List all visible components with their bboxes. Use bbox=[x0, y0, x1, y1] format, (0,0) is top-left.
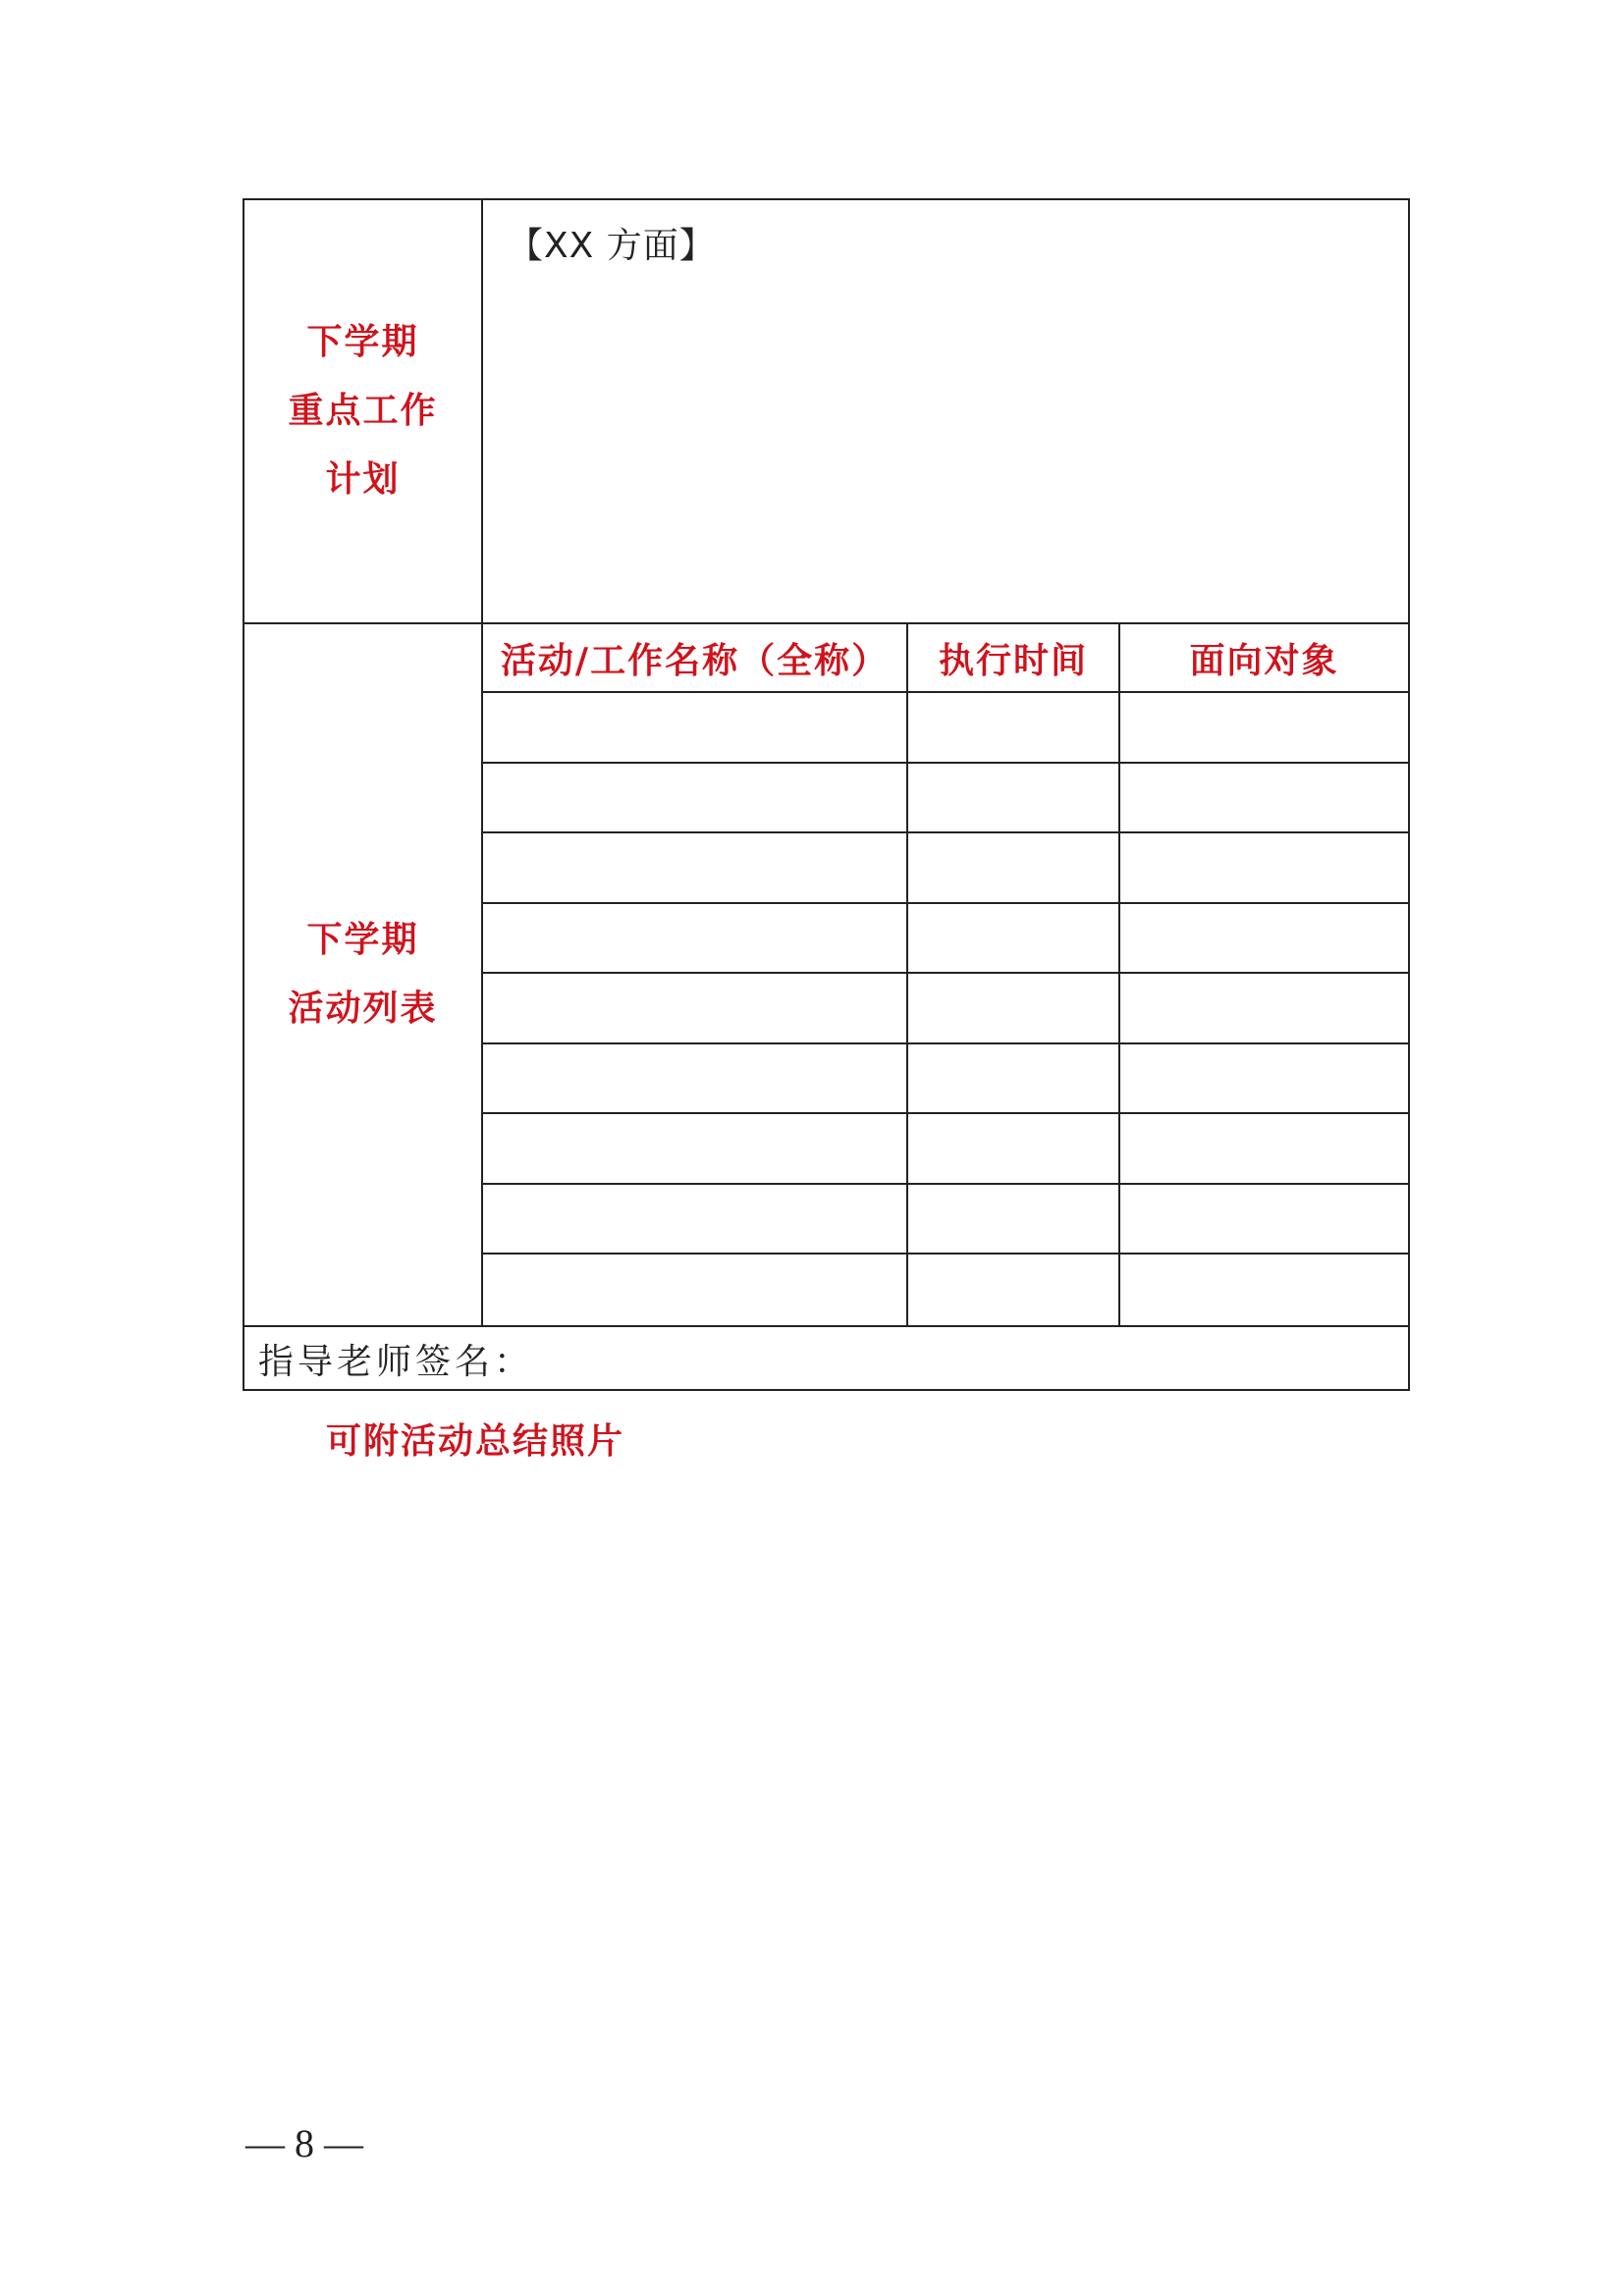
activity-section-label bbox=[244, 624, 481, 1325]
plan-section-label bbox=[244, 200, 481, 622]
activity-label-line-2: 活动列表 bbox=[288, 988, 438, 1029]
divider-name-time bbox=[906, 624, 908, 1327]
divider-time-audience bbox=[1118, 624, 1120, 1327]
execution-time-cell[interactable] bbox=[908, 904, 1118, 971]
activity-name-cell[interactable] bbox=[483, 693, 906, 760]
advisor-signature-field[interactable] bbox=[500, 1329, 1403, 1388]
plan-label-line-2: 重点工作 bbox=[288, 391, 438, 431]
target-audience-cell[interactable] bbox=[1120, 974, 1408, 1041]
plan-content-area[interactable] bbox=[483, 269, 1406, 620]
row-divider bbox=[483, 1183, 1408, 1185]
activity-name-cell[interactable] bbox=[483, 764, 906, 830]
header-divider bbox=[483, 691, 1408, 693]
plan-label-line-3: 计划 bbox=[325, 459, 401, 500]
target-audience-cell[interactable] bbox=[1120, 764, 1408, 830]
column-header-target-audience: 面向对象 bbox=[1189, 640, 1339, 681]
target-audience-cell[interactable] bbox=[1120, 693, 1408, 760]
column-header-activity-name: 活动/工作名称（全称） bbox=[500, 640, 890, 681]
target-audience-cell[interactable] bbox=[1120, 1185, 1408, 1252]
execution-time-cell[interactable] bbox=[908, 764, 1118, 830]
execution-time-cell[interactable] bbox=[908, 693, 1118, 760]
activity-name-cell[interactable] bbox=[483, 1255, 906, 1321]
execution-time-cell[interactable] bbox=[908, 1185, 1118, 1252]
execution-time-cell[interactable] bbox=[908, 833, 1118, 900]
activity-name-cell[interactable] bbox=[483, 1114, 906, 1181]
row-divider bbox=[483, 1042, 1408, 1044]
plan-content-tag: 【XX 方面】 bbox=[508, 226, 716, 266]
target-audience-cell[interactable] bbox=[1120, 1044, 1408, 1111]
divider-label-column bbox=[481, 200, 483, 1327]
execution-time-cell[interactable] bbox=[908, 974, 1118, 1041]
activity-label-line-1: 下学期 bbox=[306, 920, 419, 960]
execution-time-cell[interactable] bbox=[908, 1044, 1118, 1111]
photo-attachment-note: 可附活动总结照片 bbox=[326, 1421, 625, 1462]
page-number: — 8 — bbox=[245, 2121, 363, 2165]
column-header-execution-time: 执行时间 bbox=[938, 640, 1088, 681]
divider-activity-signature bbox=[244, 1325, 1408, 1327]
activity-name-cell[interactable] bbox=[483, 904, 906, 971]
divider-plan-activity bbox=[244, 622, 1408, 624]
target-audience-cell[interactable] bbox=[1120, 1255, 1408, 1321]
activity-name-cell[interactable] bbox=[483, 1185, 906, 1252]
execution-time-cell[interactable] bbox=[908, 1255, 1118, 1321]
advisor-signature-label: 指导老师签名： bbox=[258, 1341, 534, 1382]
row-divider bbox=[483, 972, 1408, 974]
activity-name-cell[interactable] bbox=[483, 833, 906, 900]
activity-plan-form bbox=[243, 198, 1410, 1391]
row-divider bbox=[483, 762, 1408, 764]
target-audience-cell[interactable] bbox=[1120, 904, 1408, 971]
target-audience-cell[interactable] bbox=[1120, 1114, 1408, 1181]
plan-label-line-1: 下学期 bbox=[306, 322, 419, 362]
row-divider bbox=[483, 902, 1408, 904]
row-divider bbox=[483, 831, 1408, 833]
target-audience-cell[interactable] bbox=[1120, 833, 1408, 900]
execution-time-cell[interactable] bbox=[908, 1114, 1118, 1181]
activity-name-cell[interactable] bbox=[483, 974, 906, 1041]
row-divider bbox=[483, 1253, 1408, 1255]
row-divider bbox=[483, 1112, 1408, 1114]
activity-name-cell[interactable] bbox=[483, 1044, 906, 1111]
